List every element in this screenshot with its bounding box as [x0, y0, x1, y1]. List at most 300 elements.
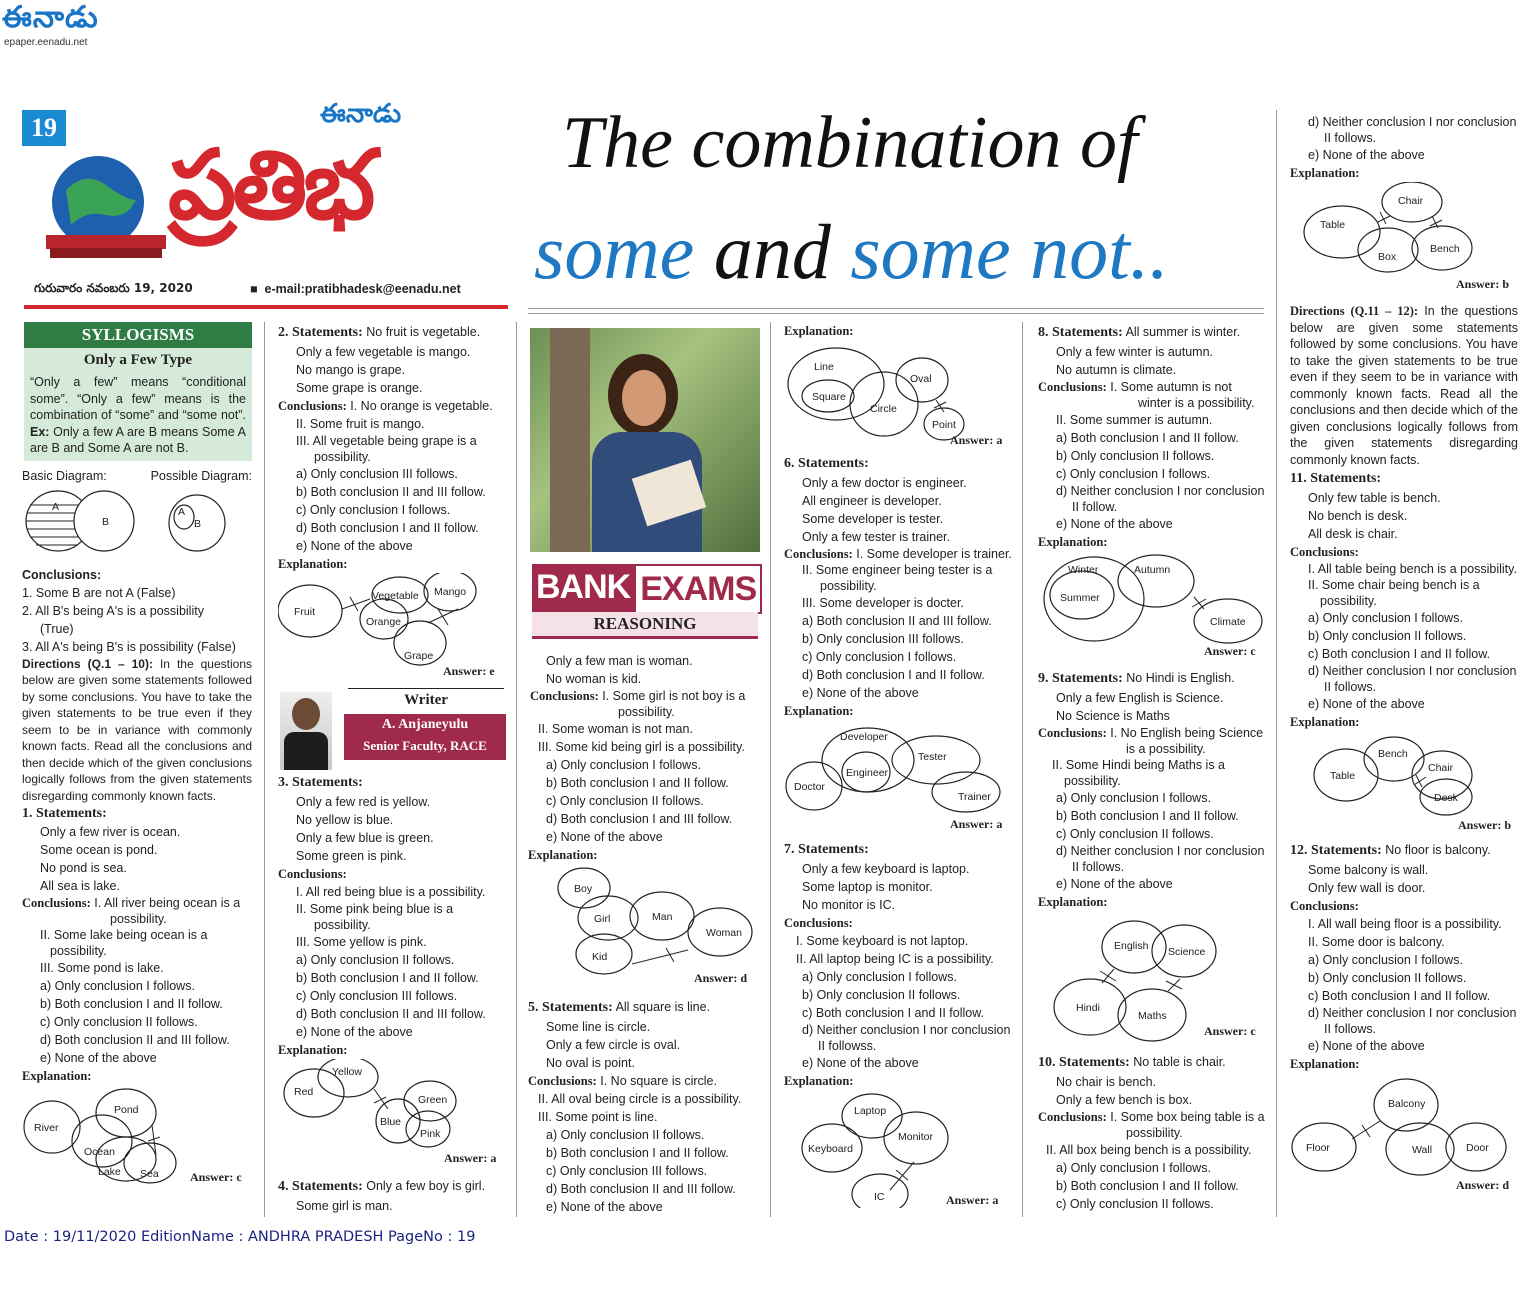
title-line-2 [534, 206, 1169, 298]
statement: Some line is circle. [546, 1020, 651, 1034]
q12-heading: 12. Statements: [1290, 843, 1382, 858]
footer-edition-info: Date : 19/11/2020 EditionName : ANDHRA PRADESH PageNo : 19 [4, 1229, 476, 1245]
basic-diagrams [22, 485, 252, 561]
venn-cross-mark [1100, 971, 1116, 981]
option[interactable]: b) Only conclusion III follows. [802, 632, 964, 646]
venn-label: Climate [1210, 616, 1246, 628]
option[interactable]: c) Both conclusion I and II follow. [802, 1006, 985, 1020]
conclusion-2-result: (True) [40, 621, 74, 636]
conclusion-text: I. No square is circle. [600, 1074, 717, 1088]
venn-label: Chair [1428, 762, 1454, 774]
page-number-badge: 19 [22, 110, 66, 146]
statement: No yellow is blue. [296, 813, 394, 827]
q7-conclusion-i: I. Some keyboard is not laptop. [796, 934, 969, 948]
option[interactable]: a) Only conclusion I follows. [802, 970, 957, 984]
venn-label: Answer: b [1456, 277, 1509, 291]
conclusion-text: I. Some box being table is a possibility. [1110, 1110, 1265, 1140]
column-6 [1290, 114, 1518, 1200]
option[interactable]: e) None of the above [1308, 1039, 1425, 1053]
option[interactable]: c) Only conclusion II follows. [40, 1015, 198, 1029]
option[interactable]: e) None of the above [1308, 697, 1425, 711]
venn-cross-mark [934, 402, 946, 408]
option[interactable]: a) Only conclusion I follows. [546, 758, 701, 772]
conclusion-text: I. No English being Science is a possibility. [1110, 726, 1264, 756]
directions-1 [22, 656, 252, 805]
option[interactable]: b) Only conclusion II follows. [1308, 629, 1467, 643]
option[interactable]: b) Both conclusion I and II follow. [1056, 1179, 1239, 1193]
conclusion-1: 1. Some B are not A (False) [22, 585, 176, 600]
venn-label: Answer: e [443, 664, 495, 677]
statement: Some laptop is monitor. [802, 880, 933, 894]
statement: Some green is pink. [296, 849, 407, 863]
bank-label: BANK [532, 564, 634, 614]
q5-heading: 5. Statements: [528, 1000, 613, 1015]
statement: All square is line. [615, 1000, 711, 1014]
venn-label: Autumn [1134, 564, 1171, 576]
explanation-label: Explanation: [784, 1074, 854, 1088]
venn-q1 [22, 1085, 252, 1185]
venn-circle [318, 1059, 378, 1097]
q11-conclusion-i: I. All table being bench is a possibility. [1308, 562, 1517, 576]
statement: All desk is chair. [1308, 527, 1398, 541]
option[interactable]: a) Only conclusion III follows. [296, 467, 458, 481]
statement: No fruit is vegetable. [366, 325, 481, 339]
venn-cross-mark [1362, 1125, 1370, 1137]
venn-cross-mark [1352, 1121, 1380, 1139]
venn-label: Fruit [294, 606, 315, 618]
venn-label: Pond [114, 1104, 139, 1116]
q2-conclusion-i [278, 397, 506, 415]
venn-label: Answer: a [946, 1193, 999, 1207]
col-divider [516, 322, 517, 1217]
statement: All sea is lake. [40, 879, 120, 893]
column-4 [784, 322, 1014, 1213]
venn-q7 [784, 1090, 1014, 1208]
directions-label: Directions (Q.11 – 12): [1290, 304, 1419, 318]
option[interactable]: d) Both conclusion II and III follow. [546, 1182, 736, 1196]
venn-label: Green [418, 1094, 448, 1106]
venn-label: Balcony [1388, 1098, 1426, 1110]
q6-conclusion-ii: II. Some engineer being tester is a possibility. [802, 563, 993, 593]
explanation-label: Explanation: [1290, 166, 1360, 180]
statement: Only a few vegetable is mango. [296, 345, 471, 359]
diagram-labels [22, 467, 252, 485]
venn-circle [1304, 206, 1380, 258]
explanation-label: Explanation: [278, 1043, 348, 1057]
statement: Only a few river is ocean. [40, 825, 181, 839]
option[interactable]: d) Neither conclusion I nor conclusion II follow. [1056, 484, 1265, 514]
exams-label: EXAMS [634, 564, 762, 614]
venn-label: Monitor [898, 1131, 934, 1143]
brand-title: ప్రతిభ [168, 129, 372, 241]
venn-label: Desk [1434, 792, 1458, 804]
statement: No Science is Maths [1056, 709, 1170, 723]
venn-label: Answer: a [950, 433, 1003, 447]
conclusion-text: I. No orange is vegetable. [350, 399, 493, 413]
venn-q10 [1290, 182, 1518, 294]
statement: Only a few circle is oval. [546, 1038, 681, 1052]
venn-label: Sea [140, 1168, 159, 1180]
venn-label: Square [812, 391, 846, 403]
venn-circle [72, 1115, 132, 1167]
explanation-label: Explanation: [1038, 535, 1108, 549]
q6-heading: 6. Statements: [784, 456, 869, 471]
q2-heading: 2. Statements: [278, 325, 363, 340]
statement: Some girl is man. [296, 1199, 393, 1213]
venn-label: Line [814, 361, 834, 373]
label-b: B [102, 515, 110, 528]
venn-circle [1358, 228, 1418, 272]
option[interactable]: c) Both conclusion I and II follow. [1308, 647, 1491, 661]
q1-conclusion-iii: III. Some pond is lake. [40, 961, 164, 975]
q7-conclusion-ii: II. All laptop being IC is a possibility. [796, 952, 994, 966]
brand-small: ఈనాడు [320, 99, 402, 129]
conclusions-label: Conclusions: [1290, 899, 1359, 913]
venn-label: Floor [1306, 1142, 1330, 1154]
statement: Only a few winter is autumn. [1056, 345, 1214, 359]
venn-q4 [528, 864, 762, 992]
reasoning-label: REASONING [532, 612, 758, 639]
venn-label: Bench [1378, 748, 1408, 760]
option[interactable]: b) Both conclusion I and II follow. [1056, 809, 1239, 823]
option[interactable]: a) Only conclusion I follows. [1308, 953, 1463, 967]
statement: No woman is kid. [546, 672, 642, 686]
conclusions-label: Conclusions: [1038, 726, 1107, 740]
venn-q11 [1290, 731, 1518, 835]
q1-heading: 1. Statements: [22, 806, 107, 821]
statement: No table is chair. [1133, 1055, 1226, 1069]
option[interactable]: e) None of the above [40, 1051, 157, 1065]
option[interactable]: e) None of the above [802, 1056, 919, 1070]
syllogism-intro [24, 372, 252, 461]
eenadu-site: epaper.eenadu.net [4, 37, 88, 48]
venn-label: Winter [1068, 564, 1099, 576]
statement: Only a few tester is trainer. [802, 530, 950, 544]
q1-conclusion-ii: II. Some lake being ocean is a possibility. [40, 928, 208, 958]
option[interactable]: b) Only conclusion II follows. [802, 988, 961, 1002]
q8-conclusion-i [1038, 379, 1266, 411]
bank-exams-banner [528, 560, 762, 644]
conclusions-label: Conclusions: [528, 1074, 597, 1088]
statement: Only a few boy is girl. [366, 1179, 486, 1193]
label-b2: B [194, 517, 202, 530]
explanation-label: Explanation: [1038, 895, 1108, 909]
option[interactable]: b) Both conclusion I and II follow. [546, 776, 729, 790]
q2-conclusion-iii: III. All vegetable being grape is a possibility. [296, 434, 477, 464]
q4-conclusion-i [528, 688, 762, 720]
conclusions-label: Conclusions: [530, 689, 599, 703]
option[interactable]: d) Both conclusion I and II follow. [802, 668, 985, 682]
venn-label: Girl [594, 913, 611, 925]
col-divider [1276, 110, 1277, 1217]
venn-label: Chair [1398, 195, 1424, 207]
conclusions-label: Conclusions: [278, 867, 347, 881]
writer-photo [280, 692, 332, 770]
option[interactable]: c) Only conclusion II follows. [1056, 1197, 1214, 1211]
q10-conclusion-i [1038, 1109, 1266, 1141]
option[interactable]: a) Both conclusion I and II follow. [1056, 431, 1239, 445]
conclusions-label: Conclusions: [22, 896, 91, 910]
venn-label: River [34, 1122, 59, 1134]
eenadu-logo-text: ఈనాడు [2, 0, 99, 35]
conclusion-text: I. Some developer is trainer. [856, 547, 1012, 561]
venn-label: Engineer [846, 767, 889, 779]
conclusions-label: Conclusions: [278, 399, 347, 413]
venn-label: Woman [706, 927, 742, 939]
venn-label: Answer: d [694, 971, 747, 985]
q10-conclusion-ii: II. All box being bench is a possibility. [1046, 1143, 1252, 1157]
statement: No oval is point. [546, 1056, 635, 1070]
option[interactable]: d) Both conclusion I and III follow. [546, 812, 733, 826]
option[interactable]: c) Only conclusion III follows. [296, 989, 458, 1003]
intro-text: “Only a few” means “conditional some”. “Only a few” means is the combination of “some” and “some not”. [30, 375, 246, 422]
option[interactable]: e) None of the above [546, 1200, 663, 1214]
option[interactable]: a) Only conclusion I follows. [1308, 611, 1463, 625]
statement: No autumn is climate. [1056, 363, 1177, 377]
statement: All engineer is developer. [802, 494, 942, 508]
directions-2 [1290, 303, 1518, 468]
venn-circle [1118, 555, 1194, 607]
venn-label: Ocean [84, 1146, 115, 1158]
column-2 [278, 322, 506, 1215]
q3-conclusion-ii: II. Some pink being blue is a possibility. [296, 902, 454, 932]
col-divider [264, 322, 265, 1217]
option[interactable]: a) Only conclusion II follows. [546, 1128, 705, 1142]
conclusions-label: Conclusions: [784, 916, 853, 930]
venn-label: Lake [98, 1166, 121, 1178]
option[interactable]: e) None of the above [296, 539, 413, 553]
statement: No monitor is IC. [802, 898, 896, 912]
option[interactable]: e) None of the above [1056, 517, 1173, 531]
venn-label: Circle [870, 403, 897, 415]
statement: Only a few blue is green. [296, 831, 434, 845]
venn-q8 [1038, 551, 1266, 663]
option[interactable]: d) Both conclusion II and III follow. [296, 1007, 486, 1021]
title-some: some [534, 208, 695, 295]
q4-conclusion-iii: III. Some kid being girl is a possibility. [538, 740, 745, 754]
option[interactable]: a) Only conclusion I follows. [40, 979, 195, 993]
venn-label: Box [1378, 251, 1397, 263]
venn-label: Summer [1060, 592, 1100, 604]
eenadu-logo[interactable] [2, 0, 137, 52]
conclusions-label: Conclusions: [22, 567, 102, 582]
statement: Some balcony is wall. [1308, 863, 1429, 877]
conclusion-2: 2. All B's being A's is a possibility [22, 603, 204, 618]
option[interactable]: c) Only conclusion III follows. [546, 1164, 708, 1178]
venn-label: Trainer [958, 791, 991, 803]
venn-q12 [1290, 1073, 1518, 1195]
option[interactable]: e) None of the above [1308, 148, 1425, 162]
option[interactable]: b) Only conclusion II follows. [1056, 449, 1215, 463]
option[interactable]: b) Only conclusion II follows. [1308, 971, 1467, 985]
option[interactable]: c) Only conclusion I follows. [296, 503, 451, 517]
q12-conclusion-ii: II. Some door is balcony. [1308, 935, 1445, 949]
conclusion-text: I. All river being ocean is a possibility. [94, 896, 241, 926]
option[interactable]: b) Both conclusion I and II follow. [296, 971, 479, 985]
writer-box [278, 688, 506, 772]
label-a2: A [178, 505, 186, 518]
title-and: and [713, 208, 831, 295]
statement: Only few table is bench. [1308, 491, 1441, 505]
venn-label: Door [1466, 1142, 1489, 1154]
option[interactable]: c) Both conclusion I and II follow. [1308, 989, 1491, 1003]
option[interactable]: b) Both conclusion I and II follow. [546, 1146, 729, 1160]
column-5 [1038, 322, 1266, 1213]
venn-label: Orange [366, 616, 402, 628]
venn-label: Wall [1412, 1144, 1433, 1156]
statement: No chair is bench. [1056, 1075, 1157, 1089]
option[interactable]: a) Both conclusion II and III follow. [802, 614, 992, 628]
q8-heading: 8. Statements: [1038, 325, 1123, 340]
venn-label: Man [652, 911, 673, 923]
venn-label: Answer: a [444, 1151, 497, 1165]
statement: No Hindi is English. [1126, 671, 1235, 685]
statement: Only a few bench is box. [1056, 1093, 1193, 1107]
column-1 [22, 322, 252, 1190]
option[interactable]: a) Only conclusion I follows. [1056, 791, 1211, 805]
syllogism-box [24, 322, 252, 461]
venn-label: Tester [918, 751, 947, 763]
statement: Only a few man is woman. [546, 654, 693, 668]
option[interactable]: c) Only conclusion II follows. [1056, 827, 1214, 841]
venn-q9 [1038, 911, 1266, 1047]
option[interactable]: d) Neither conclusion I nor conclusion II follows. [1056, 844, 1265, 874]
date-line: గురువారం నవంబరు 19, 2020 [34, 281, 193, 295]
statement: No pond is sea. [40, 861, 127, 875]
conclusions-label: Conclusions: [1038, 380, 1107, 394]
statement: Only a few doctor is engineer. [802, 476, 967, 490]
venn-label: English [1114, 940, 1149, 952]
option[interactable]: a) Only conclusion I follows. [1056, 1161, 1211, 1175]
option[interactable]: c) Only conclusion I follows. [802, 650, 957, 664]
option[interactable]: d) Both conclusion II and III follow. [40, 1033, 230, 1047]
venn-cross-mark [428, 609, 458, 623]
conclusions-label: Conclusions: [784, 547, 853, 561]
statement: Some ocean is pond. [40, 843, 158, 857]
venn-label: Table [1320, 219, 1346, 231]
venn-label: Table [1330, 770, 1356, 782]
statement: No mango is grape. [296, 363, 406, 377]
globe-illustration [36, 140, 176, 274]
statement: Only a few English is Science. [1056, 691, 1224, 705]
explanation-label: Explanation: [784, 704, 854, 718]
title-rule [528, 308, 1264, 314]
explanation-label: Explanation: [1290, 1057, 1360, 1071]
explanation-label: Explanation: [784, 324, 854, 338]
q8-conclusion-ii: II. Some summer is autumn. [1056, 413, 1213, 427]
option[interactable]: c) Only conclusion II follows. [546, 794, 704, 808]
venn-label: IC [874, 1191, 885, 1203]
venn-label: Answer: c [1204, 644, 1256, 658]
q7-heading: 7. Statements: [784, 842, 869, 857]
venn-cross-mark [1416, 775, 1422, 787]
venn-label: Answer: b [1458, 818, 1511, 832]
statement: All summer is winter. [1125, 325, 1241, 339]
venn-label: Maths [1138, 1010, 1167, 1022]
venn-label: Red [294, 1086, 314, 1098]
intro-example: Only a few A are B means Some A are B and Some A are not B. [30, 424, 246, 455]
explanation-label: Explanation: [278, 557, 348, 571]
col-divider [770, 322, 771, 1217]
q6-conclusion-i [784, 546, 1014, 562]
title-some-not: some not.. [850, 208, 1169, 295]
venn-q6 [784, 720, 1014, 834]
venn-label: Oval [910, 373, 932, 385]
explanation-label: Explanation: [528, 848, 598, 862]
venn-label: Mango [434, 586, 467, 598]
q9-conclusion-ii: II. Some Hindi being Maths is a possibility. [1052, 758, 1225, 788]
option[interactable]: d) Both conclusion I and II follow. [296, 521, 479, 535]
q11-heading: 11. Statements: [1290, 471, 1381, 486]
syllogism-subheading: Only a Few Type [83, 352, 193, 368]
venn-label: Pink [420, 1128, 441, 1140]
directions-label: Directions (Q.1 – 10): [22, 656, 153, 671]
option[interactable]: e) None of the above [1056, 877, 1173, 891]
statement: Only a few keyboard is laptop. [802, 862, 970, 876]
venn-q3 [278, 1059, 506, 1171]
conclusion-text: I. Some autumn is not winter is a possibility. [1110, 380, 1255, 410]
option[interactable]: c) Only conclusion I follows. [1056, 467, 1211, 481]
venn-label: Blue [380, 1116, 402, 1128]
q5-conclusion-iii: III. Some point is line. [538, 1110, 658, 1124]
email-line[interactable]: ■ e-mail:pratibhadesk@eenadu.net [250, 282, 461, 296]
q2-conclusion-ii: II. Some fruit is mango. [296, 417, 425, 431]
email-text: e-mail:pratibhadesk@eenadu.net [264, 282, 461, 296]
q12-conclusion-i: I. All wall being floor is a possibility. [1308, 917, 1502, 931]
q3-conclusion-i: I. All red being blue is a possibility. [296, 885, 486, 899]
q1-conclusion-i [22, 895, 252, 927]
label-a: A [52, 500, 60, 513]
q9-heading: 9. Statements: [1038, 671, 1123, 686]
option[interactable]: d) Neither conclusion I nor conclusion II followss. [802, 1023, 1011, 1053]
writer-name: A. Anjaneyulu [381, 717, 469, 732]
option[interactable]: e) None of the above [802, 686, 919, 700]
option[interactable]: d) Neither conclusion I nor conclusion II follows. [1308, 1006, 1517, 1036]
venn-q2 [278, 573, 506, 677]
q4-heading: 4. Statements: [278, 1179, 363, 1194]
q6-conclusion-iii: III. Some developer is docter. [802, 596, 964, 610]
q5-conclusion-ii: II. All oval being circle is a possibility. [538, 1092, 742, 1106]
venn-label: Answer: c [190, 1170, 242, 1184]
option[interactable]: a) Only conclusion II follows. [296, 953, 455, 967]
option[interactable]: b) Both conclusion I and II follow. [40, 997, 223, 1011]
option[interactable]: e) None of the above [296, 1025, 413, 1039]
q5-conclusion-i [528, 1072, 762, 1090]
option[interactable]: d) Neither conclusion I nor conclusion II follows. [1308, 115, 1517, 145]
column-3 [528, 322, 762, 1216]
venn-label: Science [1168, 946, 1206, 958]
masthead-rule [24, 305, 508, 309]
option[interactable]: b) Both conclusion II and III follow. [296, 485, 486, 499]
statement: No bench is desk. [1308, 509, 1408, 523]
option[interactable]: e) None of the above [546, 830, 663, 844]
venn-label: Grape [404, 650, 434, 662]
explanation-label: Explanation: [22, 1069, 92, 1083]
conclusion-text: I. Some girl is not boy is a possibility. [602, 689, 746, 719]
option[interactable]: d) Neither conclusion I nor conclusion II follows. [1308, 664, 1517, 694]
venn-cross-mark [632, 950, 688, 964]
directions-text: In the questions below are given some statements followed by some conclusions. You have to take the given statements to be true even if they seem to be in variance with commonly known facts. Read all the conclusions and then decide which of the given conclusions logically follows from the given statements disregarding commonly known facts. [1290, 304, 1518, 467]
venn-label: Point [932, 419, 956, 431]
venn-label: Developer [840, 731, 888, 743]
venn-label: Kid [592, 951, 608, 963]
ex-label: Ex: [30, 424, 50, 439]
venn-q5 [784, 340, 1014, 448]
venn-label: Answer: a [950, 817, 1003, 831]
statement: Some grape is orange. [296, 381, 423, 395]
q3-heading: 3. Statements: [278, 775, 363, 790]
statement: Only a few red is yellow. [296, 795, 431, 809]
